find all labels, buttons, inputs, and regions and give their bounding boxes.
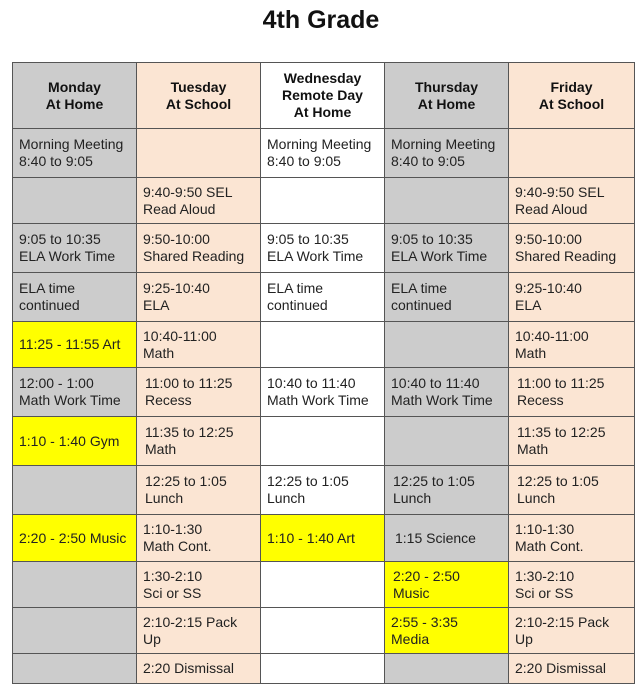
cell-line: Math Cont. (143, 538, 212, 554)
cell-monday (13, 654, 137, 684)
cell-tuesday (137, 562, 261, 608)
header-line: At School (538, 95, 605, 112)
cell-tuesday (137, 273, 261, 322)
cell-line: Read Aloud (515, 200, 588, 217)
cell-friday (509, 654, 635, 684)
cell-monday (13, 178, 137, 224)
cell-line: Read Aloud (143, 200, 216, 217)
cell-line: 8:40 to 9:05 (19, 153, 93, 169)
cell-friday (509, 466, 635, 515)
cell-friday (509, 129, 635, 178)
cell-line: Up (515, 630, 533, 647)
cell-wednesday (261, 515, 385, 562)
cell-monday (13, 466, 137, 515)
cell-line: Sci or SS (143, 584, 202, 601)
cell-friday (509, 322, 635, 368)
cell-monday (13, 368, 137, 417)
cell-friday (509, 178, 635, 224)
cell-line: ELA (515, 297, 542, 313)
schedule-row (13, 417, 635, 466)
cell-line: 2:20 - 2:50 (393, 567, 460, 584)
cell-line: Math (145, 441, 177, 457)
cell-monday (13, 129, 137, 178)
header-line: Friday (550, 78, 593, 95)
cell-line: Media (391, 630, 430, 647)
cell-tuesday (137, 654, 261, 684)
cell-thursday (385, 654, 509, 684)
page-title: 4th Grade (262, 6, 380, 34)
header-wednesday (261, 63, 385, 129)
header-line: At Home (45, 95, 104, 112)
cell-wednesday (261, 224, 385, 273)
header-line: Tuesday (170, 78, 227, 95)
cell-line: 1:10-1:30 (143, 521, 203, 537)
header-line: At School (165, 95, 232, 112)
schedule-row (13, 224, 635, 273)
cell-line: 8:40 to 9:05 (391, 153, 465, 169)
cell-line: Lunch (393, 490, 432, 506)
cell-tuesday (137, 129, 261, 178)
cell-line: 10:40 to 11:40 (267, 375, 356, 391)
cell-thursday (385, 273, 509, 322)
cell-friday (509, 224, 635, 273)
cell-line: 8:40 to 9:05 (267, 153, 341, 169)
cell-line: 2:10-2:15 Pack (515, 613, 610, 630)
cell-line: Lunch (517, 490, 556, 506)
cell-line: Math (517, 441, 549, 457)
header-line: Remote Day (282, 87, 363, 103)
cell-line: 12:00 - 1:00 (19, 375, 94, 391)
cell-friday (509, 273, 635, 322)
cell-wednesday (261, 417, 385, 466)
cell-line: 11:25 - 11:55 Art (19, 336, 121, 352)
cell-line: 10:40 to 11:40 (391, 375, 480, 391)
cell-line: 2:20 Dismissal (143, 660, 235, 676)
cell-line: 9:25-10:40 (515, 280, 582, 296)
cell-line: 11:00 to 11:25 (517, 375, 605, 391)
schedule-row (13, 368, 635, 417)
schedule-row (13, 273, 635, 322)
cell-thursday (385, 368, 509, 417)
cell-tuesday (137, 178, 261, 224)
cell-monday (13, 608, 137, 654)
cell-line: Shared Reading (143, 248, 245, 264)
cell-friday (509, 417, 635, 466)
cell-line: Recess (145, 392, 192, 408)
header-thursday (385, 63, 509, 129)
cell-friday (509, 368, 635, 417)
cell-thursday (385, 515, 509, 562)
cell-tuesday (137, 322, 261, 368)
cell-tuesday (137, 368, 261, 417)
cell-thursday (385, 129, 509, 178)
cell-line: 10:40-11:00 (515, 327, 589, 344)
header-monday (13, 63, 137, 129)
cell-line: ELA time (267, 280, 324, 296)
cell-line: Shared Reading (515, 248, 617, 264)
cell-friday (509, 562, 635, 608)
cell-line: Math (143, 344, 175, 361)
cell-line: Lunch (145, 490, 184, 506)
cell-line: 9:05 to 10:35 (19, 231, 101, 247)
cell-thursday (385, 224, 509, 273)
cell-line: Math Work Time (391, 392, 493, 408)
cell-wednesday (261, 654, 385, 684)
cell-line: ELA Work Time (19, 248, 116, 264)
cell-line: 9:50-10:00 (143, 231, 210, 247)
header-line: At Home (417, 95, 476, 112)
cell-line: continued (391, 297, 452, 313)
cell-thursday (385, 178, 509, 224)
cell-friday (509, 608, 635, 654)
cell-tuesday (137, 417, 261, 466)
cell-line: 2:20 Dismissal (515, 660, 607, 676)
cell-tuesday (137, 515, 261, 562)
schedule-row (13, 515, 635, 562)
cell-line: ELA time (391, 280, 448, 296)
cell-monday (13, 515, 137, 562)
cell-line: 9:40-9:50 SEL (143, 183, 233, 200)
cell-line: 1:10 - 1:40 Gym (19, 432, 120, 449)
cell-line: 1:30-2:10 (515, 567, 575, 584)
cell-line: 9:05 to 10:35 (267, 231, 349, 247)
cell-line: 10:40-11:00 (143, 327, 217, 344)
cell-line: Morning Meeting (391, 136, 496, 152)
cell-line: 11:35 to 12:25 (517, 424, 606, 440)
header-line: At Home (293, 104, 352, 120)
header-friday (509, 63, 635, 129)
cell-thursday (385, 608, 509, 654)
cell-monday (13, 322, 137, 368)
cell-tuesday (137, 224, 261, 273)
cell-line: Lunch (267, 490, 306, 506)
cell-line: ELA Work Time (391, 248, 488, 264)
cell-line: ELA Work Time (267, 248, 364, 264)
cell-line: 2:55 - 3:35 (391, 613, 458, 630)
cell-line: 12:25 to 1:05 (393, 473, 475, 489)
header-line: Monday (48, 78, 101, 95)
cell-line: Math Work Time (267, 392, 369, 408)
cell-line: ELA (143, 297, 170, 313)
cell-friday (509, 515, 635, 562)
schedule-row (13, 466, 635, 515)
cell-thursday (385, 466, 509, 515)
schedule-row (13, 322, 635, 368)
cell-line: 9:50-10:00 (515, 231, 582, 247)
cell-line: 1:15 Science (395, 529, 476, 546)
cell-thursday (385, 322, 509, 368)
header-line: Wednesday (283, 70, 362, 86)
cell-monday (13, 417, 137, 466)
schedule-row (13, 654, 635, 684)
schedule-row (13, 129, 635, 178)
cell-tuesday (137, 466, 261, 515)
cell-line: Up (143, 630, 161, 647)
cell-line: 1:30-2:10 (143, 567, 203, 584)
cell-line: 1:10-1:30 (515, 521, 575, 537)
cell-line: 12:25 to 1:05 (267, 473, 349, 489)
cell-line: 2:20 - 2:50 Music (19, 529, 127, 546)
schedule-row (13, 562, 635, 608)
cell-line: Sci or SS (515, 584, 574, 601)
cell-line: 9:25-10:40 (143, 280, 210, 296)
cell-line: Morning Meeting (19, 136, 124, 152)
cell-line: ELA time (19, 280, 76, 296)
cell-wednesday (261, 466, 385, 515)
cell-line: Morning Meeting (267, 136, 372, 152)
cell-wednesday (261, 178, 385, 224)
schedule-row (13, 178, 635, 224)
cell-line: Math (515, 344, 547, 361)
cell-wednesday (261, 129, 385, 178)
schedule-row (13, 608, 635, 654)
header-row (13, 63, 635, 129)
cell-line: Math Work Time (19, 392, 121, 408)
cell-line: 12:25 to 1:05 (517, 473, 599, 489)
cell-wednesday (261, 368, 385, 417)
cell-line: continued (267, 297, 328, 313)
cell-monday (13, 273, 137, 322)
cell-tuesday (137, 608, 261, 654)
cell-line: Recess (517, 392, 564, 408)
cell-line: 12:25 to 1:05 (145, 473, 227, 489)
cell-line: 9:40-9:50 SEL (515, 183, 605, 200)
cell-line: Math Cont. (515, 538, 584, 554)
header-tuesday (137, 63, 261, 129)
cell-line: Music (393, 584, 430, 601)
cell-wednesday (261, 322, 385, 368)
cell-wednesday (261, 273, 385, 322)
header-line: Thursday (414, 78, 478, 95)
schedule-table (12, 62, 635, 684)
cell-monday (13, 562, 137, 608)
cell-line: 9:05 to 10:35 (391, 231, 473, 247)
cell-line: 11:00 to 11:25 (145, 375, 233, 391)
cell-line: 11:35 to 12:25 (145, 424, 234, 440)
cell-thursday (385, 562, 509, 608)
cell-monday (13, 224, 137, 273)
cell-thursday (385, 417, 509, 466)
cell-wednesday (261, 562, 385, 608)
cell-line: 1:10 - 1:40 Art (267, 529, 355, 546)
cell-wednesday (261, 608, 385, 654)
cell-line: 2:10-2:15 Pack (143, 613, 238, 630)
cell-line: continued (19, 297, 80, 313)
